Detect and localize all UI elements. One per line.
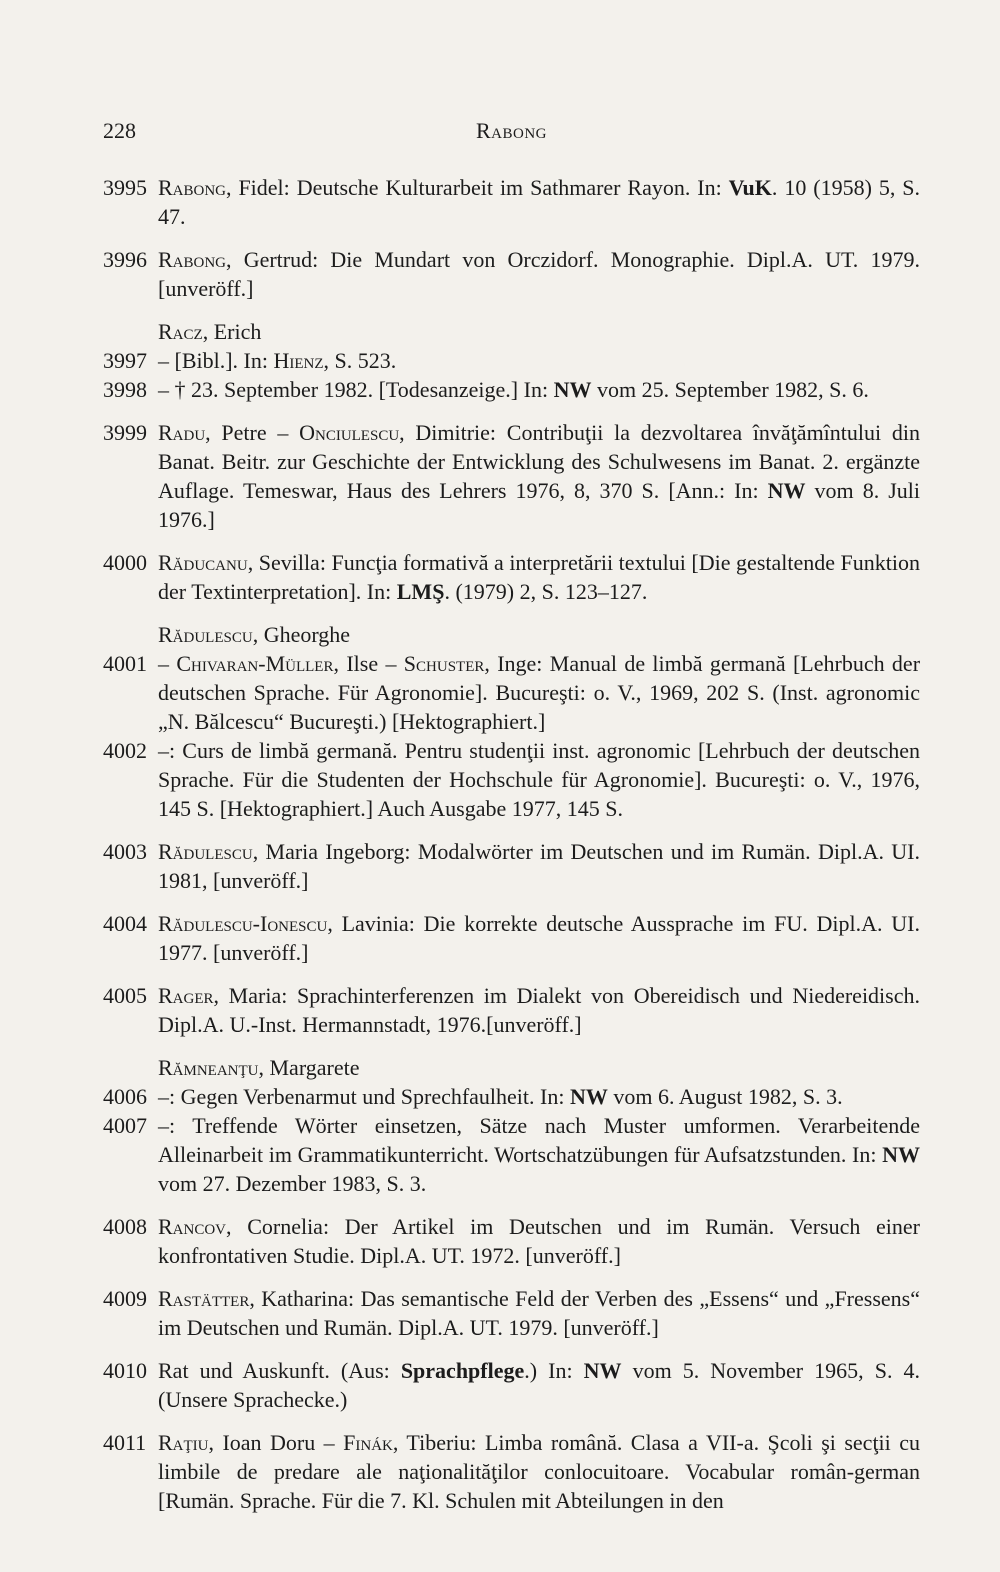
- author-name: Chivaran-Müller: [176, 651, 334, 676]
- entry-number: 4002: [103, 738, 147, 763]
- entry-text: , Gertrud: Die Mundart von Orczidorf. Monographie. Dipl.A. UT. 1979. [unveröff.]: [158, 247, 920, 301]
- author-name: Rastätter: [158, 1286, 250, 1311]
- author-name: Radu: [158, 420, 206, 445]
- entry-4001: [103, 649, 920, 736]
- journal-abbrev: LMŞ: [396, 579, 445, 604]
- entry-text-rest: , S. 523.: [323, 348, 397, 373]
- running-title: Rabong: [475, 118, 547, 143]
- entry-text-rest: , Inge: Manual de limbă germană [Lehrbuch der deutschen Sprache. Für Agronomie]. Bucureşti: o. V., 1969, 202 S. (Inst. agronomic „N. Bălcescu“ Bucureşti.) [Hektographiert.]: [158, 651, 921, 734]
- entry-4010: [103, 1356, 920, 1414]
- entry-text: , Maria: Sprachinterferenzen im Dialekt von Obereidisch und Niedereidisch. Dipl.A. U.-Inst. Hermannstadt, 1976.[unveröff.]: [158, 983, 920, 1037]
- entry-text: , Fidel: Deutsche Kulturarbeit im Sathmarer Rayon. In:: [226, 175, 729, 200]
- author-name: Racz: [158, 319, 203, 344]
- entry-number: 4007: [103, 1113, 147, 1138]
- author-name: Hienz: [273, 348, 324, 373]
- author-name: Rădulescu-Ionescu: [158, 911, 328, 936]
- author-name: Rager: [158, 983, 214, 1008]
- entry-4007: [103, 1111, 920, 1198]
- author-heading-ramneantu: [103, 1053, 920, 1082]
- entry-text-rest: vom 6. August 1982, S. 3.: [607, 1084, 843, 1109]
- entry-number: 4000: [103, 550, 147, 575]
- journal-abbrev: NW: [767, 478, 806, 503]
- entry-text: –: Treffende Wörter einsetzen, Sätze nach Muster umformen. Verarbeitende Alleinarbeit im Grammatikunterricht. Wortschatzübungen für Aufsatzstunden. In:: [158, 1113, 920, 1167]
- entry-text-2: , Ilse –: [333, 651, 404, 676]
- author-name: Rădulescu: [158, 839, 253, 864]
- author-given-name: , Gheorghe: [252, 622, 351, 647]
- author-name: Rancov: [158, 1214, 227, 1239]
- entry-4003: [103, 837, 920, 895]
- entry-3998: [103, 375, 920, 404]
- author-given-name: , Erich: [202, 319, 262, 344]
- author-heading-racz: [103, 317, 920, 346]
- entry-text-rest: vom 25. September 1982, S. 6.: [591, 377, 869, 402]
- entry-number: 4004: [103, 911, 147, 936]
- author-name: Rabong: [158, 175, 227, 200]
- co-author-name: Onciulescu: [299, 420, 400, 445]
- entry-4005: [103, 981, 920, 1039]
- entry-4004: [103, 909, 920, 967]
- entry-text: – [Bibl.]. In:: [158, 348, 274, 373]
- entry-3999: [103, 418, 920, 534]
- entry-text: , Cornelia: Der Artikel im Deutschen und im Rumän. Versuch einer konfrontativen Studie. Dipl.A. UT. 1972. [unveröff.]: [158, 1214, 920, 1268]
- entry-4006: [103, 1082, 920, 1111]
- entry-text-2: , Dimitrie: Contribuţii la dezvoltarea învăţămîntului din Banat. Beitr. zur Geschichte der Entwicklung des Schulwesens im Banat. 2. ergänzte Auflage. Temeswar, Haus des Lehrers 1976, 8, 370 S. [Ann.: In:: [158, 420, 920, 503]
- entry-4002: [103, 736, 920, 823]
- entry-text: , Ioan Doru –: [208, 1430, 344, 1455]
- entry-text: – † 23. September 1982. [Todesanzeige.] In:: [158, 377, 554, 402]
- author-heading-radulescu: [103, 620, 920, 649]
- journal-abbrev: VuK: [728, 175, 772, 200]
- entry-number: 4005: [103, 983, 147, 1008]
- entry-text: –: Gegen Verbenarmut und Sprechfaulheit. In:: [158, 1084, 570, 1109]
- journal-abbrev: NW: [583, 1358, 622, 1383]
- entry-4009: [103, 1284, 920, 1342]
- journal-abbrev: NW: [882, 1142, 920, 1167]
- entry-4008: [103, 1212, 920, 1270]
- entry-text: , Katharina: Das semantische Feld der Verben des „Essens“ und „Fressens“ im Deutschen und Rumän. Dipl.A. UT. 1979. [unveröff.]: [158, 1286, 920, 1340]
- entry-3996: [103, 245, 920, 303]
- author-name: Rămneanţu: [158, 1055, 259, 1080]
- entry-text-2: .) In:: [524, 1358, 584, 1383]
- author-name: Rabong: [158, 247, 227, 272]
- entry-text: , Maria Ingeborg: Modalwörter im Deutschen und im Rumän. Dipl.A. UI. 1981, [unveröff.]: [158, 839, 920, 893]
- entry-number: 3998: [103, 377, 147, 402]
- author-given-name: , Margarete: [258, 1055, 360, 1080]
- entry-text-rest: . (1979) 2, S. 123–127.: [444, 579, 648, 604]
- entry-text-rest: , Tiberiu: Limba română. Clasa a VII-a. Şcoli şi secţii cu limbile de predare ale naţionalităţilor conlocuitoare. Vocabular român-german [Rumän. Sprache. Für die 7. Kl. Schulen mit Abteilungen in den: [158, 1430, 920, 1513]
- entry-number: 4011: [103, 1430, 147, 1455]
- page-header: [103, 118, 920, 148]
- entry-text: , Lavinia: Die korrekte deutsche Aussprache im FU. Dipl.A. UI. 1977. [unveröff.]: [158, 911, 920, 965]
- author-name: Raţiu: [158, 1430, 209, 1455]
- entry-3997: [103, 346, 920, 375]
- entry-text-rest: vom 5. November 1965, S. 4. (Unsere Sprachecke.): [158, 1358, 920, 1412]
- entry-number: 4001: [103, 651, 147, 676]
- page-number: 228: [103, 118, 136, 143]
- author-name: Rădulescu: [158, 622, 253, 647]
- author-name: Răducanu: [158, 550, 248, 575]
- entry-number: 4006: [103, 1084, 147, 1109]
- entry-text: –: Curs de limbă germană. Pentru studenţii inst. agronomic [Lehrbuch der deutschen Sprache. Für die Studenten der Hochschule für Agronomie]. Bucureşti: o. V., 1976, 145 S. [Hektographiert.] Auch Ausgabe 1977, 145 S.: [158, 738, 920, 821]
- co-author-name: Finák: [343, 1430, 393, 1455]
- entry-number: 4009: [103, 1286, 147, 1311]
- entry-4011: [103, 1428, 920, 1515]
- entry-text: , Sevilla: Funcţia formativă a interpretării textului [Die gestaltende Funktion der Textinterpretation]. In:: [158, 550, 920, 604]
- bibliography-entries: [103, 173, 920, 1515]
- entry-text-rest: vom 27. Dezember 1983, S. 3.: [158, 1171, 427, 1196]
- journal-abbrev: NW: [553, 377, 592, 402]
- entry-number: 3999: [103, 420, 147, 445]
- entry-text-rest: . 10 (1958) 5, S. 47.: [158, 175, 920, 229]
- entry-text-rest: vom 8. Juli 1976.]: [158, 478, 920, 532]
- entry-number: 4003: [103, 839, 147, 864]
- entry-number: 3996: [103, 247, 147, 272]
- entry-text: , Petre –: [205, 420, 300, 445]
- entry-number: 3995: [103, 175, 147, 200]
- entry-3995: [103, 173, 920, 231]
- entry-number: 3997: [103, 348, 147, 373]
- entry-number: 4010: [103, 1358, 147, 1383]
- entry-text: –: [158, 651, 177, 676]
- source-title: Sprachpflege: [400, 1358, 525, 1383]
- entry-4000: [103, 548, 920, 606]
- co-author-name: Schuster: [403, 651, 485, 676]
- entry-number: 4008: [103, 1214, 147, 1239]
- entry-text: Rat und Auskunft. (Aus:: [158, 1358, 401, 1383]
- journal-abbrev: NW: [569, 1084, 608, 1109]
